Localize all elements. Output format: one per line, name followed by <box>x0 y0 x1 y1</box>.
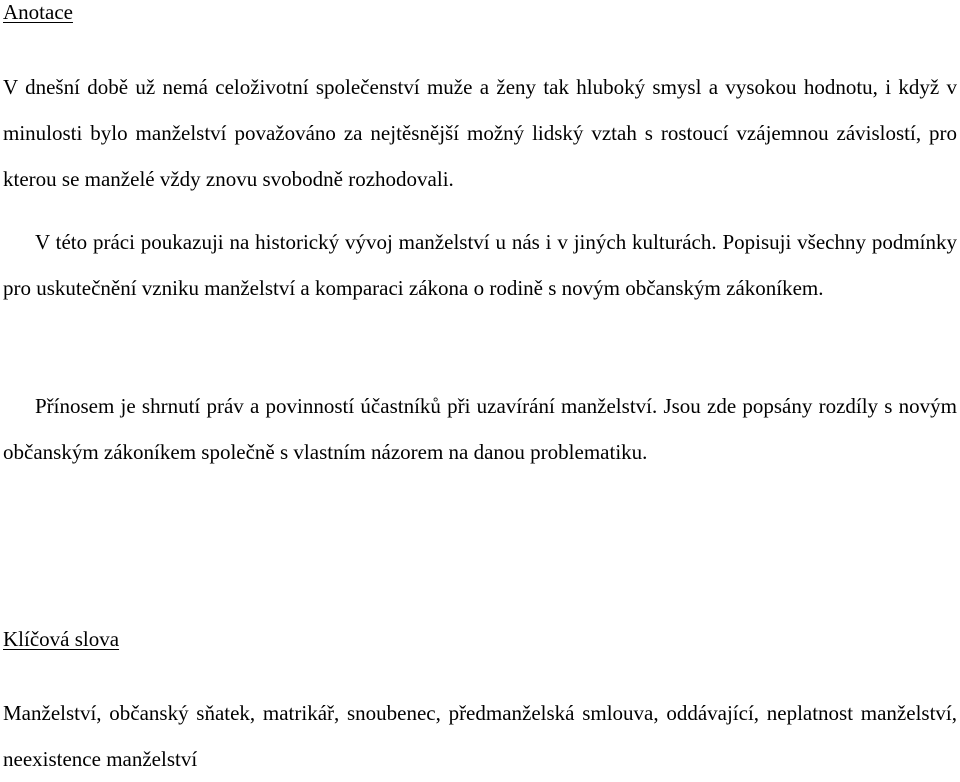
keywords-heading: Klíčová slova <box>3 627 120 651</box>
keywords-list: Manželství, občanský sňatek, matrikář, snoubenec, předmanželská smlouva, oddávající, neplatnost manželství, neexistence manželství <box>3 701 957 771</box>
annotation-heading: Anotace <box>3 0 73 24</box>
annotation-paragraph-3: Přínosem je shrnutí práv a povinností účastníků při uzavírání manželství. Jsou zde popsány rozdíly s novým občanským zákoníkem společně s vlastním názorem na danou problematiku. <box>3 394 957 464</box>
annotation-paragraph-1: V dnešní době už nemá celoživotní společenství muže a ženy tak hluboký smysl a vysokou hodnotu, i když v minulosti bylo manželství považováno za nejtěsnější možný lidský vztah s rostoucí vzájemnou závislostí, pro kterou se manželé vždy znovu svobodně rozhodovali. <box>3 75 957 191</box>
annotation-paragraph-2: V této práci poukazuji na historický vývoj manželství u nás i v jiných kulturách. Popisuji všechny podmínky pro uskutečnění vzniku manželství a komparaci zákona o rodině s novým občanským zákoníkem. <box>3 230 957 300</box>
